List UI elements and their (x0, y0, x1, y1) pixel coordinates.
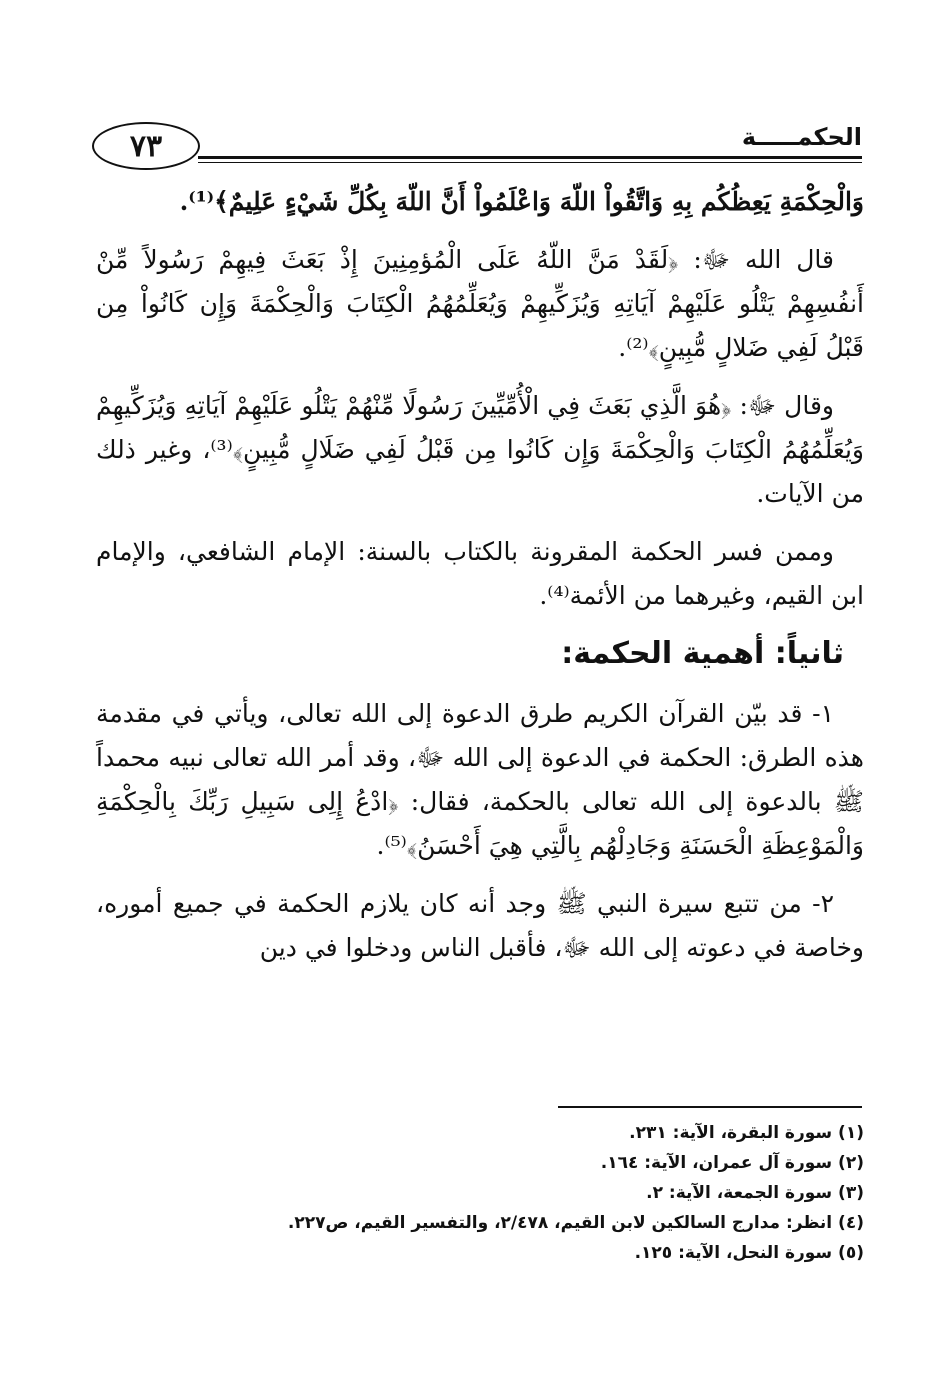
paragraph-al-jumua: وقال ﷻ: ﴿هُوَ الَّذِي بَعَثَ فِي الْأُمِّيِّينَ رَسُولًا مِّنْهُمْ يَتْلُو عَلَيْهِمْ آيَاتِهِ وَيُزَكِّيهِمْ وَيُعَلِّمُهُمُ الْكِتَابَ وَالْحِكْمَةَ وَإِن كَانُوا مِن قَبْلُ لَفِي ضَلَالٍ مُّبِينٍ﴾⁽³⁾، وغير ذلك من الآيات. (96, 391, 864, 508)
paragraph-verse-continuation: وَالْحِكْمَةِ يَعِظُكُم بِهِ وَاتَّقُواْ اللّهَ وَاعْلَمُواْ أَنَّ اللّهَ بِكُلِّ شَيْءٍ عَلِيمٌ﴾⁽¹⁾. (179, 187, 864, 216)
paragraph-interpreters: وممن فسر الحكمة المقرونة بالكتاب بالسنة: الإمام الشافعي، والإمام ابن القيم، وغيرهما من الأئمة⁽⁴⁾. (96, 537, 864, 610)
paragraph-al-imran: قال الله ﷻ: ﴿لَقَدْ مَنَّ اللّهُ عَلَى الْمُؤمِنِينَ إِذْ بَعَثَ فِيهِمْ رَسُولاً مِّنْ أَنفُسِهِمْ يَتْلُو عَلَيْهِمْ آيَاتِهِ وَيُزَكِّيهِمْ وَيُعَلِّمُهُمُ الْكِتَابَ وَالْحِكْمَةَ وَإِن كَانُواْ مِن قَبْلُ لَفِي ضَلالٍ مُّبِينٍ﴾⁽²⁾. (96, 245, 864, 362)
footnote-4: (٤) انظر: مدارج السالكين لابن القيم، ٢/٤٧٨، والتفسير القيم، ص٢٢٧. (287, 1213, 864, 1233)
section-heading: ثانياً: أهمية الحكمة: (561, 636, 844, 671)
page-number: ٧٣ (92, 122, 200, 170)
running-title: الحكمـــــة (741, 123, 862, 151)
footnote-5: (٥) سورة النحل، الآية: ١٢٥. (634, 1243, 864, 1263)
main-text (96, 180, 864, 984)
page-header (92, 120, 862, 180)
footnote-2: (٢) سورة آل عمران، الآية: ١٦٤. (600, 1153, 864, 1173)
header-rule (198, 156, 862, 159)
footnote-3: (٣) سورة الجمعة، الآية: ٢. (646, 1183, 864, 1203)
paragraph-point-1: ١- قد بيّن القرآن الكريم طرق الدعوة إلى الله تعالى، ويأتي في مقدمة هذه الطرق: الحكمة في الدعوة إلى الله ﷻ، وقد أمر الله تعالى نبيه محمداً ﷺ بالدعوة إلى الله تعالى بالحكمة، فقال: ﴿ادْعُ إِلِى سَبِيلِ رَبِّكَ بِالْحِكْمَةِ وَالْمَوْعِظَةِ الْحَسَنَةِ وَجَادِلْهُم بِالَّتِي هِيَ أَحْسَنُ﴾⁽⁵⁾. (96, 699, 864, 860)
footnote-separator (558, 1106, 862, 1108)
footnote-1: (١) سورة البقرة، الآية: ٢٣١. (629, 1123, 864, 1143)
paragraph-point-2: ٢- من تتبع سيرة النبي ﷺ وجد أنه كان يلازم الحكمة في جميع أموره، وخاصة في دعوته إلى الله ﷻ، فأقبل الناس ودخلوا في دين (96, 889, 864, 962)
footnotes (200, 1118, 864, 1268)
header-rule-thin (198, 162, 862, 163)
